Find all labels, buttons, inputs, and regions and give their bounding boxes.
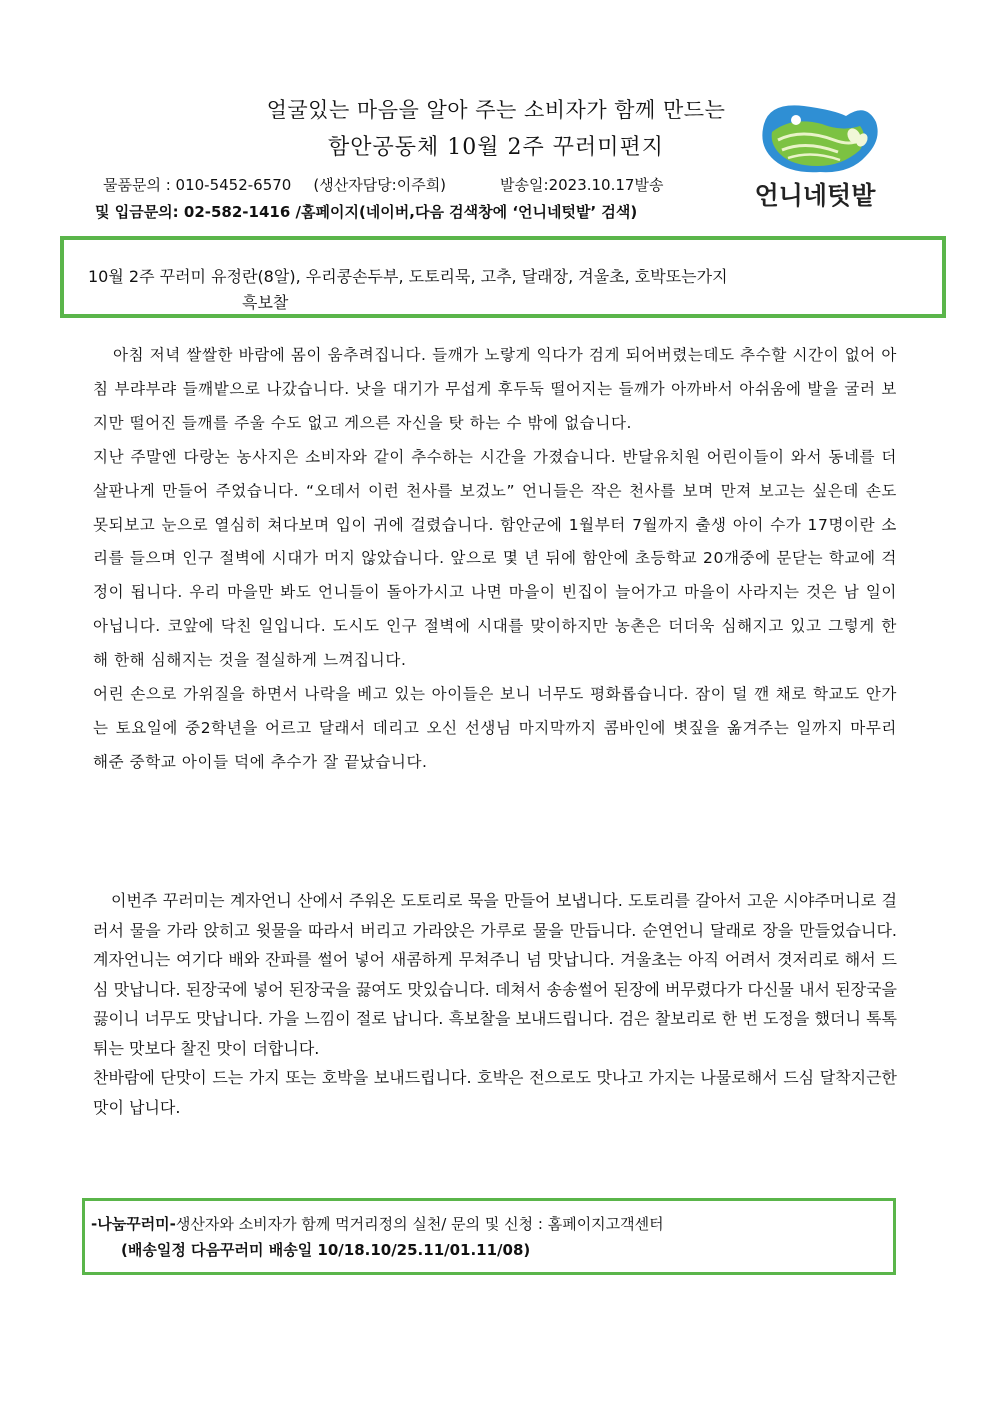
footer-label: -나눔꾸러미- — [91, 1215, 176, 1233]
paragraph-2: 지난 주말엔 다랑논 농사지은 소비자와 같이 추수하는 시간을 가졌습니다. 반달유치원 어린이들이 와서 동네를 더 살판나게 만들어 주었습니다. “오데서 이런 천사를 보겄노” 언니들은 작은 천사를 보며 만져 보고는 싶은데 손도 못되보고 눈으로 열심히 쳐다보며 입이 귀에 걸렸습니다. 함안군에 1월부터 7월까지 출생 아이 수가 17명이란 소리를 들으며 인구 절벽에 시대가 머지 않았습니다. 앞으로 몇 년 뒤에 함안에 초등학교 20개중에 문닫는 학교에 걱정이 됩니다. 우리 마을만 봐도 언니들이 돌아가시고 나면 마을이 빈집이 늘어가고 마을이 사라지는 것은 남 일이 아닙니다. 코앞에 닥친 일입니다. 도시도 인구 절벽에 시대를 맞이하지만 농촌은 더더욱 심해지고 있고 그렇게 한해 한해 심해지는 것을 절실하게 느껴집니다. — [93, 447, 897, 670]
letter-title-line2: 함안공동체 10월 2주 꾸러미편지 — [328, 135, 664, 160]
paragraph-1: 아침 저녁 쌀쌀한 바람에 몸이 움추려집니다. 들깨가 노랗게 익다가 검게 되어버렸는데도 추수할 시간이 없어 아침 부랴부랴 들깨밭으로 나갔습니다. 낫을 대기가 무섭게 후두둑 떨어지는 들깨가 아까바서 아쉬움에 발을 굴러 보지만 떨어진 들깨를 주울 수도 없고 게으른 자신을 탓 하는 수 밖에 없습니다. — [93, 346, 898, 432]
footer-text: 생산자와 소비자가 함께 먹거리정의 실천/ 문의 및 신청 : 홈페이지고객센터 — [175, 1215, 664, 1233]
menu-box — [60, 236, 946, 318]
unnine-tutbat-logo — [742, 96, 888, 214]
letter-body — [93, 339, 897, 780]
paragraph-4: 이번주 꾸러미는 계자언니 산에서 주워온 도토리로 묵을 만들어 보냅니다. 도토리를 갈아서 고운 시야주머니로 걸러서 물을 가라 앉히고 윗물을 따라서 버리고 가라앉은 가루로 물을 만듭니다. 순연언니 달래로 장을 만들었습니다. 계자언니는 여기다 배와 잔파를 썰어 넣어 새콤하게 무쳐주니 넘 맛납니다. 겨울초는 아직 어려서 겻저리로 해서 드심 맛납니다. 된장국에 넣어 된장국을 끓여도 맛있습니다. 데쳐서 송송썰어 된장에 버무렸다가 다신물 내서 된장국을 끓이니 너무도 맛납니다. 가을 느낌이 절로 납니다. 흑보찰을 보내드립니다. 검은 찰보리로 한 번 도정을 했더니 톡톡튀는 맛보다 찰진 맛이 더합니다. — [93, 891, 897, 1058]
product-inquiry-phone: 물품문의 : 010-5452-6570 — [103, 176, 292, 194]
footer-line1 — [91, 1213, 664, 1234]
paragraph-5: 찬바람에 단맛이 드는 가지 또는 호박을 보내드립니다. 호박은 전으로도 맛나고 가지는 나물로해서 드심 달착지근한 맛이 납니다. — [93, 1068, 897, 1117]
menu-list-line2: 흑보찰 — [242, 293, 289, 312]
logo-text: 언니네텃밭 — [754, 181, 876, 210]
footer-box — [82, 1198, 896, 1275]
producer-contact: (생산자담당:이주희) — [313, 176, 447, 194]
package-description — [93, 886, 897, 1122]
menu-list-line1: 10월 2주 꾸러미 유정란(8알), 우리콩손두부, 도토리묵, 고추, 달래장, 겨울초, 호박또는가지 — [88, 267, 728, 286]
contact-info-line2: 및 입금문의: 02-582-1416 /홈페이지(네이버,다음 검색창에 ‘언니네텃밭’ 검색) — [95, 203, 638, 221]
letter-title-line1: 얼굴있는 마음을 알아 주는 소비자가 함께 만드는 — [266, 98, 726, 122]
contact-info-line1 — [103, 174, 663, 195]
delivery-schedule: (배송일정 다음꾸러미 배송일 10/18.10/25.11/01.11/08) — [121, 1241, 531, 1259]
shipping-date: 발송일:2023.10.17발송 — [500, 176, 664, 194]
paragraph-3: 어린 손으로 가위질을 하면서 나락을 베고 있는 아이들은 보니 너무도 평화롭습니다. 잠이 덜 깬 채로 학교도 안가는 토요일에 중2학년을 어르고 달래서 데리고 오신 선생님 마지막까지 콤바인에 볏짚을 옮겨주는 일까지 마무리 해준 중학교 아이들 덕에 추수가 잘 끝났습니다. — [93, 685, 897, 771]
